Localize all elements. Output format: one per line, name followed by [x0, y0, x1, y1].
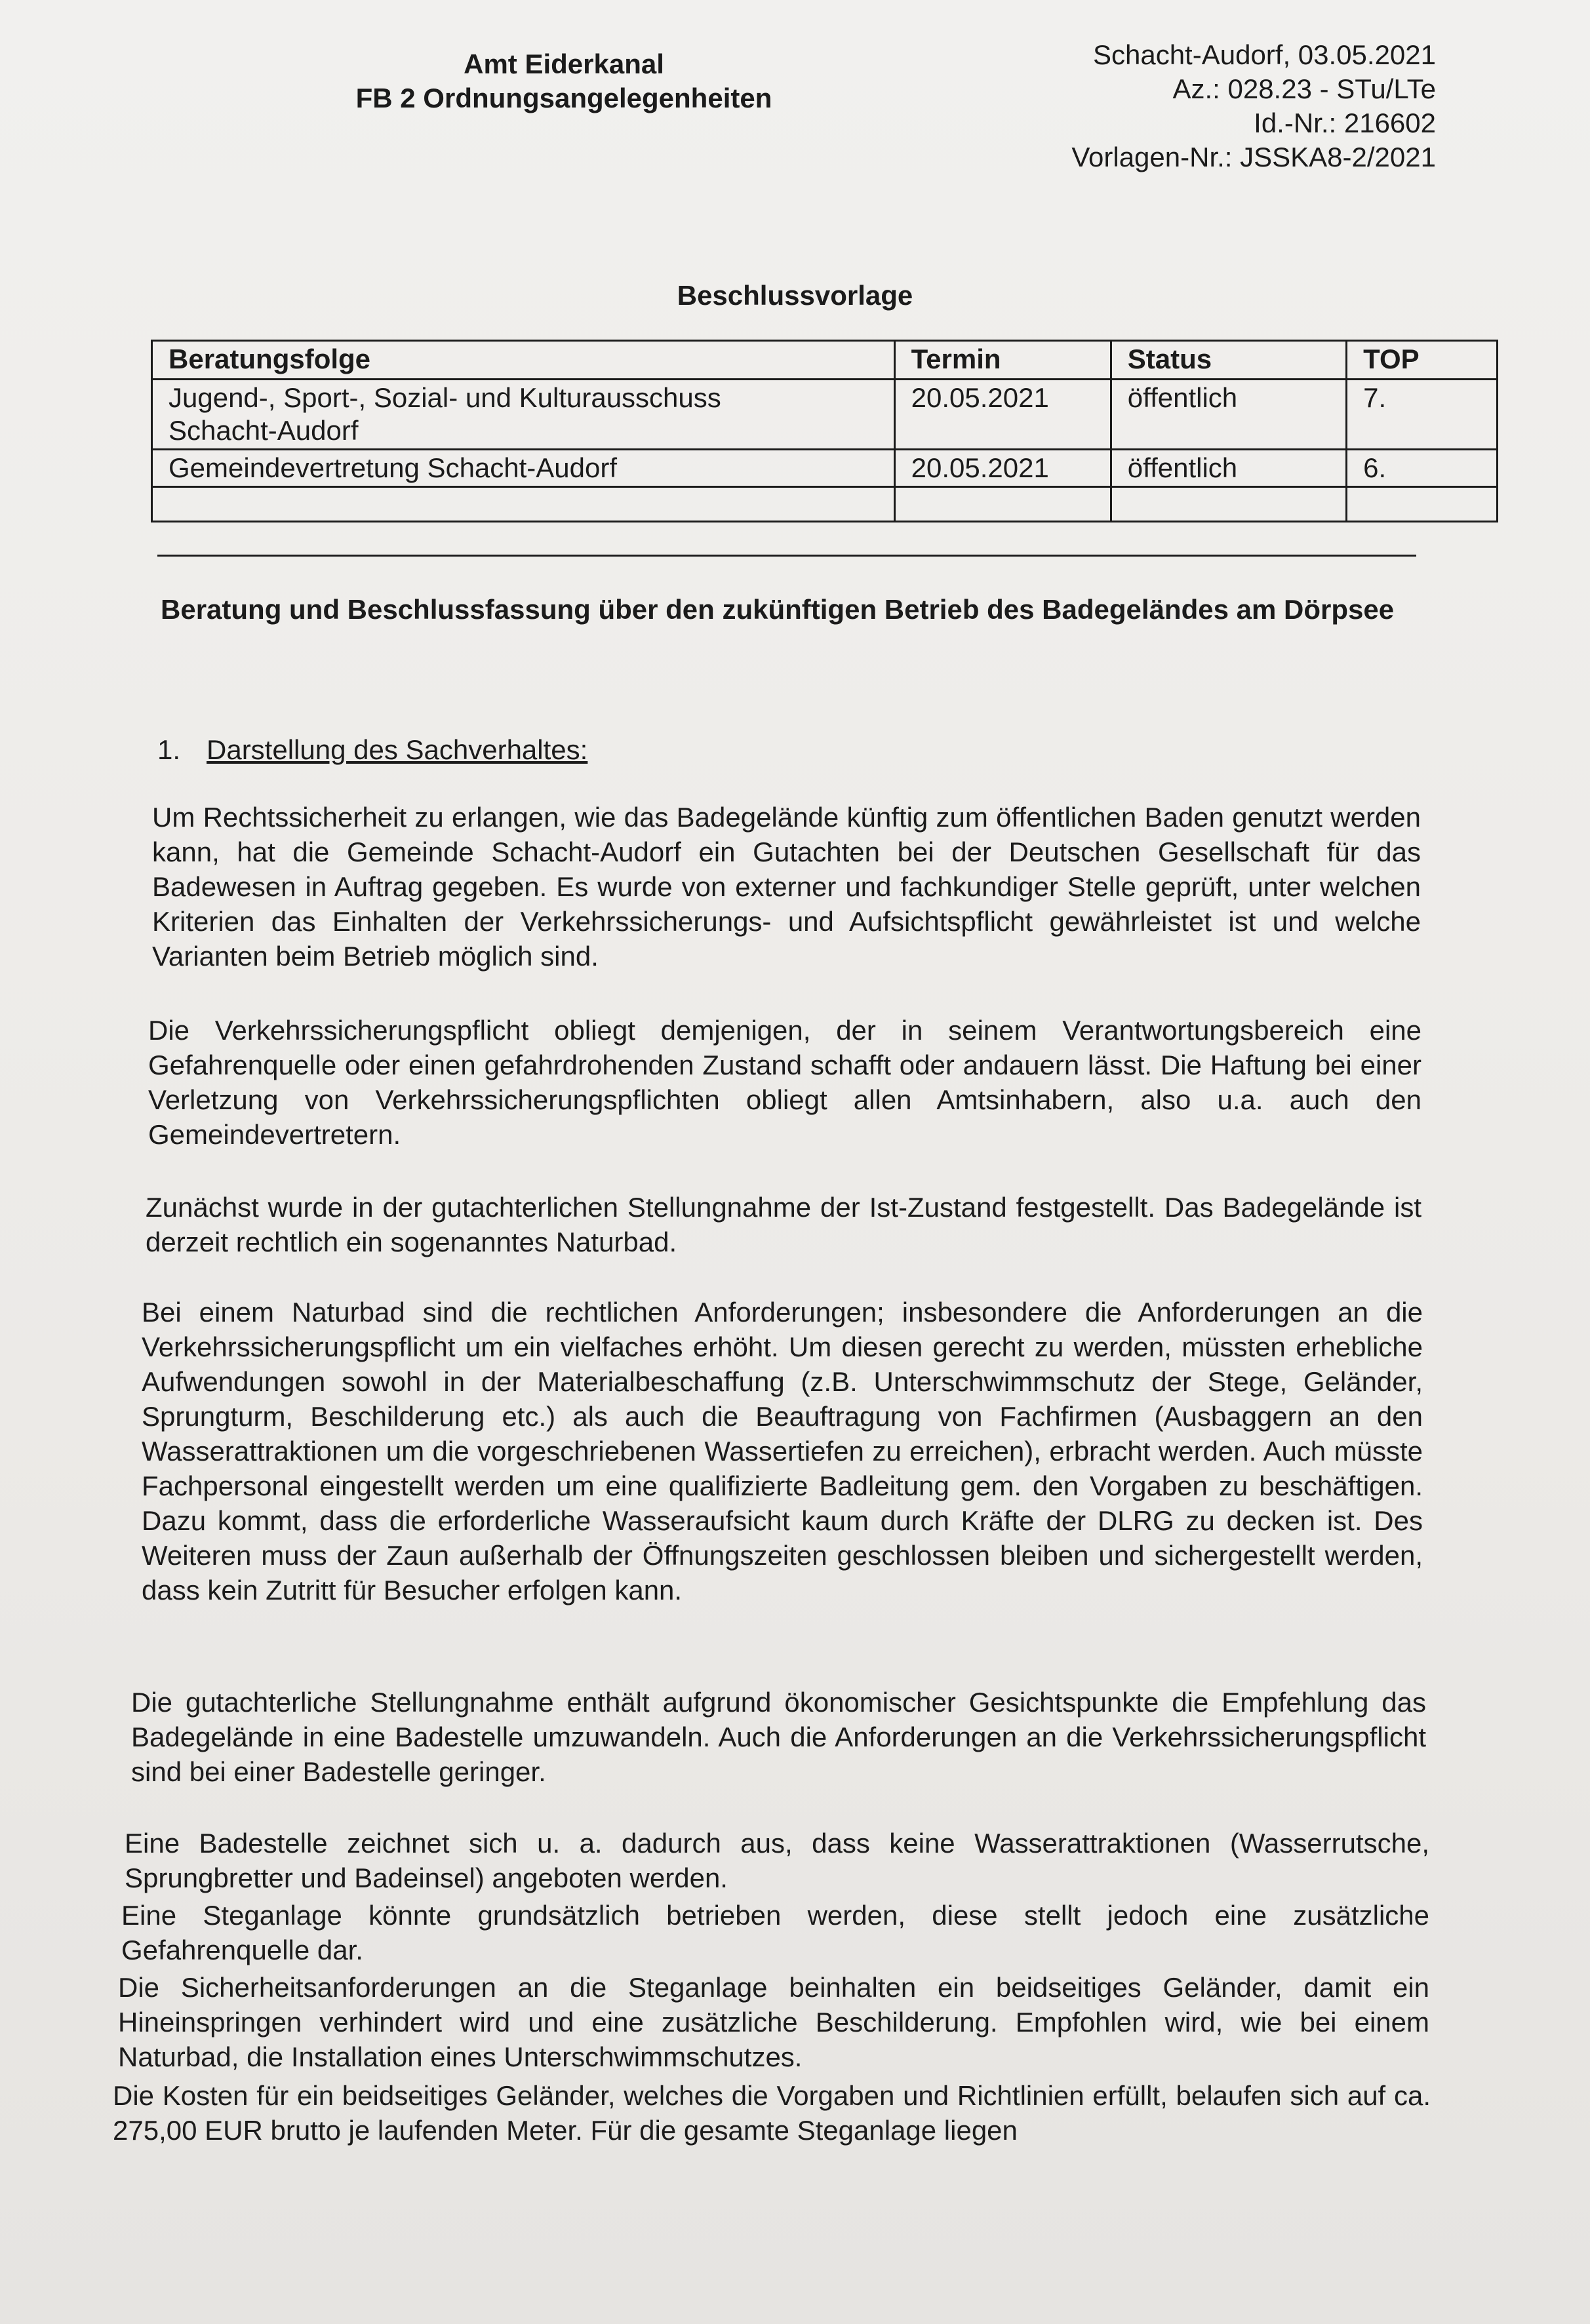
template-number: Vorlagen-Nr.: JSSKA8-2/2021	[1071, 142, 1436, 172]
subject-heading: Beratung und Beschlussfassung über den zukünftigen Betrieb des Badegeländes am Dörpsee	[161, 594, 1395, 625]
authority-department: FB 2 Ordnungsangelegenheiten	[355, 83, 772, 113]
section-heading	[157, 733, 587, 767]
column-header-beratungsfolge: Beratungsfolge	[152, 341, 895, 380]
reference-block	[846, 38, 1436, 174]
place-date: Schacht-Audorf, 03.05.2021	[1092, 39, 1436, 70]
paragraph: Um Rechtssicherheit zu erlangen, wie das Badegelände künftig zum öffentlichen Baden genutzt werden kann, hat die Gemeinde Schacht-Audorf ein Gutachten bei der Deutschen Gesellschaft für das Badewesen in Auftrag gegeben. Es wurde von externer und fachkundiger Stelle geprüft, unter welchen Kriterien das Einhalten der Verkehrssicherungs- und Aufsichtspflicht gewährleistet ist und welche Varianten beim Betrieb möglich sind.	[152, 802, 1421, 972]
paragraph: Eine Steganlage könnte grundsätzlich betrieben werden, diese stellt jedoch eine zusätzliche Gefahrenquelle dar.	[121, 1900, 1429, 1965]
paragraph: Die Sicherheitsanforderungen an die Steganlage beinhalten ein beidseitiges Geländer, damit ein Hineinspringen verhindert wird und eine zusätzliche Beschilderung. Empfohlen wird, wie bei einem Naturbad, die Installation eines Unterschwimmschutzes.	[118, 1972, 1429, 2072]
paragraph: Bei einem Naturbad sind die rechtlichen Anforderungen; insbesondere die Anforderungen an die Verkehrssicherungspflicht um ein vielfaches erhöht. Um diesen gerecht zu werden, müssten erhebliche Aufwendungen sowohl in der Materialbeschaffung (z.B. Unterschwimmschutz der Stege, Geländer, Sprungturm, Beschilderung etc.) als auch die Beauftragung von Fachfirmen (Ausbaggern an den Wasserattraktionen um die vorgeschriebenen Wassertiefen zu erreichen), erbracht werden. Auch müsste Fachpersonal eingestellt werden um eine qualifizierte Badleitung gem. den Vorgaben zu beschäftigen. Dazu kommt, dass die erforderliche Wasseraufsicht kaum durch Kräfte der DLRG zu decken ist. Des Weiteren muss der Zaun außerhalb der Öffnungszeiten geschlossen bleiben und sichergestellt werden, dass kein Zutritt für Besucher erfolgen kann.	[142, 1297, 1423, 1605]
empty-cell	[1347, 487, 1498, 522]
section-title: Darstellung des Sachverhaltes:	[207, 734, 588, 765]
issuing-authority	[308, 47, 820, 115]
paragraph: Eine Badestelle zeichnet sich u. a. dadurch aus, dass keine Wasserattraktionen (Wasserrutsche, Sprungbretter und Badeinsel) angeboten werden.	[125, 1828, 1429, 1893]
paragraph: Die Kosten für ein beidseitiges Geländer, welches die Vorgaben und Richtlinien erfüllt, belaufen sich auf ca. 275,00 EUR brutto je laufenden Meter. Für die gesamte Steganlage liegen	[113, 2080, 1431, 2146]
date-cell: 20.05.2021	[894, 380, 1111, 450]
id-number: Id.-Nr.: 216602	[1254, 108, 1436, 138]
empty-cell	[152, 487, 895, 522]
table-row	[152, 380, 1498, 450]
authority-name: Amt Eiderkanal	[464, 49, 664, 79]
table-row	[152, 450, 1498, 487]
empty-cell	[1111, 487, 1346, 522]
committee-municipality: Schacht-Audorf	[169, 415, 359, 446]
table-header-row	[152, 341, 1498, 380]
date-cell: 20.05.2021	[894, 450, 1111, 487]
document-type-title: Beschlussvorlage	[677, 280, 913, 311]
committee-cell: Gemeindevertretung Schacht-Audorf	[152, 450, 895, 487]
section-number: 1.	[157, 734, 181, 765]
table-row-empty	[152, 487, 1498, 522]
deliberation-table	[151, 340, 1498, 522]
file-reference: Az.: 028.23 - STu/LTe	[1172, 73, 1436, 104]
empty-cell	[894, 487, 1111, 522]
column-header-termin: Termin	[894, 341, 1111, 380]
status-cell: öffentlich	[1111, 450, 1346, 487]
separator-line	[157, 555, 1416, 557]
committee-cell	[152, 380, 895, 450]
committee-name: Jugend-, Sport-, Sozial- und Kulturausschuss	[169, 382, 721, 413]
agenda-item-cell: 7.	[1347, 380, 1498, 450]
status-cell: öffentlich	[1111, 380, 1346, 450]
paragraph: Zunächst wurde in der gutachterlichen Stellungnahme der Ist-Zustand festgestellt. Das Badegelände ist derzeit rechtlich ein sogenanntes Naturbad.	[146, 1192, 1421, 1257]
column-header-top: TOP	[1347, 341, 1498, 380]
paragraph: Die Verkehrssicherungspflicht obliegt demjenigen, der in seinem Verantwortungsbereich eine Gefahrenquelle oder einen gefahrdrohenden Zustand schafft oder andauern lässt. Die Haftung bei einer Verletzung von Verkehrssicherungspflichten obliegt allen Amtsinhabern, also u.a. auch den Gemeindevertretern.	[148, 1015, 1421, 1150]
column-header-status: Status	[1111, 341, 1346, 380]
paragraph: Die gutachterliche Stellungnahme enthält aufgrund ökonomischer Gesichtspunkte die Empfehlung das Badegelände in eine Badestelle umzuwandeln. Auch die Anforderungen an die Verkehrssicherungspflicht sind bei einer Badestelle geringer.	[131, 1687, 1426, 1787]
agenda-item-cell: 6.	[1347, 450, 1498, 487]
